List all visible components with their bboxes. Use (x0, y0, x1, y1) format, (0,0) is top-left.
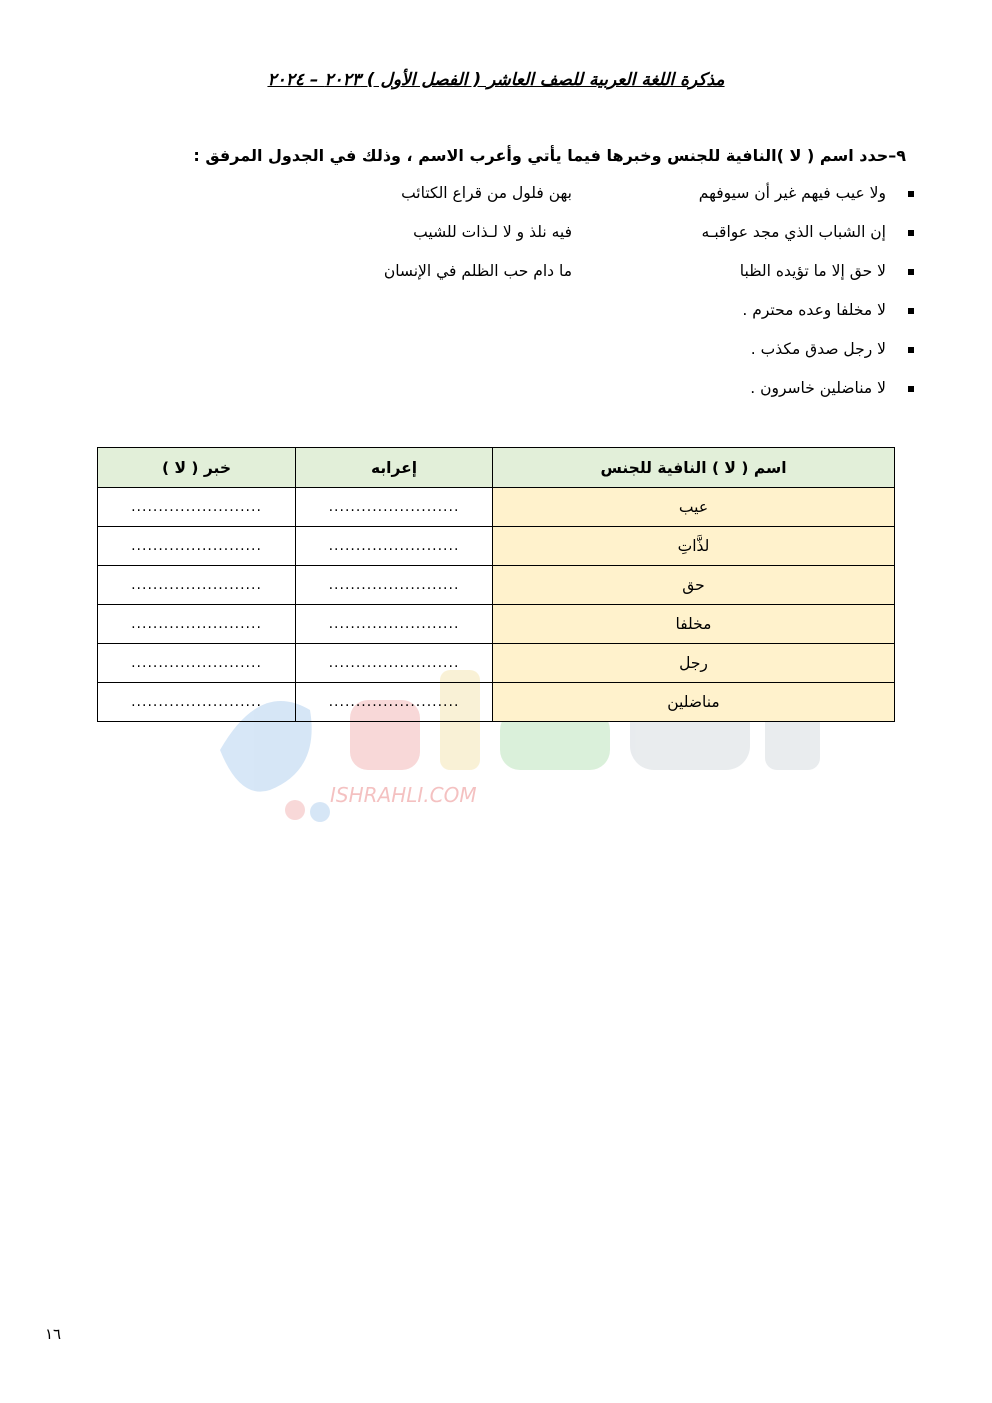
cell-khabar-blank[interactable]: ........................ (98, 527, 296, 566)
bullet-square-icon (908, 308, 914, 314)
list-item (274, 301, 914, 340)
cell-i3rab-blank[interactable]: ........................ (296, 644, 493, 683)
header-la-noun: اسم ( لا ) النافية للجنس (493, 448, 895, 488)
answer-table (97, 447, 895, 722)
sentence-text: لا مناضلين خاسرون . (750, 379, 886, 397)
list-item (274, 223, 914, 262)
list-item (274, 184, 914, 223)
cell-noun: رجل (493, 644, 895, 683)
table-row (98, 488, 895, 527)
table-row (98, 527, 895, 566)
bullet-square-icon (908, 386, 914, 392)
cell-i3rab-blank[interactable]: ........................ (296, 605, 493, 644)
cell-khabar-blank[interactable]: ........................ (98, 488, 296, 527)
cell-khabar-blank[interactable]: ........................ (98, 566, 296, 605)
cell-noun: مخلفا (493, 605, 895, 644)
verse-first-half: لا حق إلا ما تؤيده الظبا (739, 262, 886, 280)
cell-khabar-blank[interactable]: ........................ (98, 605, 296, 644)
cell-i3rab-blank[interactable]: ........................ (296, 488, 493, 527)
bullet-square-icon (908, 230, 914, 236)
table-header-row (98, 448, 895, 488)
sentence-text: لا مخلفا وعده محترم . (742, 301, 886, 319)
table-row (98, 644, 895, 683)
bullet-square-icon (908, 269, 914, 275)
header-i3rab: إعرابه (296, 448, 493, 488)
verse-first-half: إن الشباب الذي مجد عواقبـه (701, 223, 886, 241)
cell-khabar-blank[interactable]: ........................ (98, 683, 296, 722)
cell-i3rab-blank[interactable]: ........................ (296, 527, 493, 566)
verse-second-half: ما دام حب الظلم في الإنسان (383, 262, 572, 280)
table-row (98, 605, 895, 644)
cell-i3rab-blank[interactable]: ........................ (296, 566, 493, 605)
list-item (274, 379, 914, 418)
verse-second-half: فيه نلذ و لا لـذات للشيب (413, 223, 572, 241)
page-title: مذكرة اللغة العربية للصف العاشر ( الفصل الأول ) ٢٠٢٣ – ٢٠٢٤ (267, 70, 725, 90)
table-row (98, 566, 895, 605)
cell-noun: لذَّاتِ (493, 527, 895, 566)
bullet-square-icon (908, 347, 914, 353)
cell-i3rab-blank[interactable]: ........................ (296, 683, 493, 722)
verse-first-half: ولا عيب فيهم غير أن سيوفهم (698, 184, 886, 202)
sentence-text: لا رجل صدق مكذب . (750, 340, 886, 358)
table-row (98, 683, 895, 722)
cell-noun: عيب (493, 488, 895, 527)
question-text: ٩–حدد اسم ( لا )النافية للجنس وخبرها فيما يأتي وأعرب الاسم ، وذلك في الجدول المرفق : (193, 146, 906, 165)
list-item (274, 340, 914, 379)
list-item (274, 262, 914, 301)
page-number: ١٦ (45, 1325, 62, 1343)
verse-second-half: بهن فلول من قراع الكتائب (401, 184, 572, 202)
cell-khabar-blank[interactable]: ........................ (98, 644, 296, 683)
watermark-site-text: ISHRAHLI.COM (330, 783, 477, 807)
bullet-list (274, 184, 914, 418)
bullet-square-icon (908, 191, 914, 197)
cell-noun: حق (493, 566, 895, 605)
cell-noun: مناضلين (493, 683, 895, 722)
header-khabar: خبر ( لا ) (98, 448, 296, 488)
